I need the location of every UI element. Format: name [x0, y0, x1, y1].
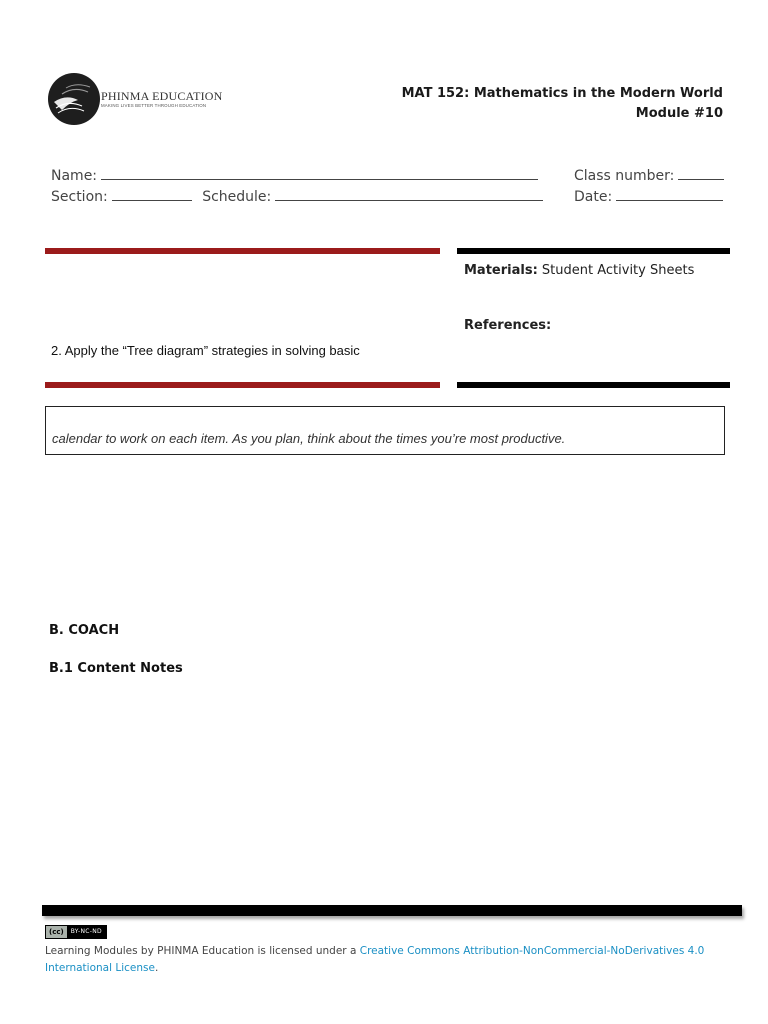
references-line: [464, 318, 551, 333]
class-number-label: Class number:: [574, 168, 675, 184]
date-input-line[interactable]: [616, 186, 723, 201]
section-label: Section:: [51, 189, 108, 205]
instruction-box-text: calendar to work on each item. As you plan, think about the times you’re most productive.: [52, 431, 566, 446]
references-label: References:: [464, 318, 552, 333]
section-field[interactable]: [51, 186, 543, 205]
footer-divider: [42, 905, 742, 916]
materials-top-divider: [457, 248, 730, 254]
section-coach-heading: B. COACH: [49, 623, 120, 638]
logo-name: PHINMA EDUCATION: [101, 89, 223, 103]
section-input-line[interactable]: [112, 186, 192, 201]
learning-objective: 2. Apply the “Tree diagram” strategies in solving basic: [51, 343, 360, 358]
materials-value: Student Activity Sheets: [541, 263, 695, 278]
cc-icon: (cc): [46, 926, 67, 938]
schedule-label: Schedule:: [202, 189, 272, 205]
module-number: Module #10: [635, 106, 723, 121]
license-link[interactable]: Creative Commons Attribution-NonCommercial-NoDerivatives 4.0 International License: [45, 945, 705, 974]
instruction-box: [45, 406, 725, 455]
schedule-input-line[interactable]: [275, 186, 543, 201]
logo-tagline: MAKING LIVES BETTER THROUGH EDUCATION: [101, 103, 207, 108]
cc-license-badge[interactable]: [45, 925, 107, 939]
license-prefix: Learning Modules by PHINMA Education is licensed under a: [45, 945, 360, 957]
materials-bottom-divider: [457, 382, 730, 388]
date-label: Date:: [574, 189, 613, 205]
license-notice: [45, 943, 725, 977]
content-notes-heading: B.1 Content Notes: [49, 661, 183, 676]
name-field[interactable]: [51, 165, 538, 184]
date-field[interactable]: [574, 186, 723, 205]
objectives-top-divider: [45, 248, 440, 254]
course-title: MAT 152: Mathematics in the Modern World: [401, 86, 723, 101]
name-input-line[interactable]: [101, 165, 538, 180]
materials-line: [464, 263, 694, 278]
class-number-field[interactable]: [574, 165, 724, 184]
class-number-input-line[interactable]: [678, 165, 724, 180]
license-suffix: .: [154, 962, 159, 974]
materials-label: Materials:: [464, 263, 538, 278]
objectives-bottom-divider: [45, 382, 440, 388]
cc-terms: BY-NC-ND: [67, 926, 106, 938]
name-label: Name:: [51, 168, 98, 184]
